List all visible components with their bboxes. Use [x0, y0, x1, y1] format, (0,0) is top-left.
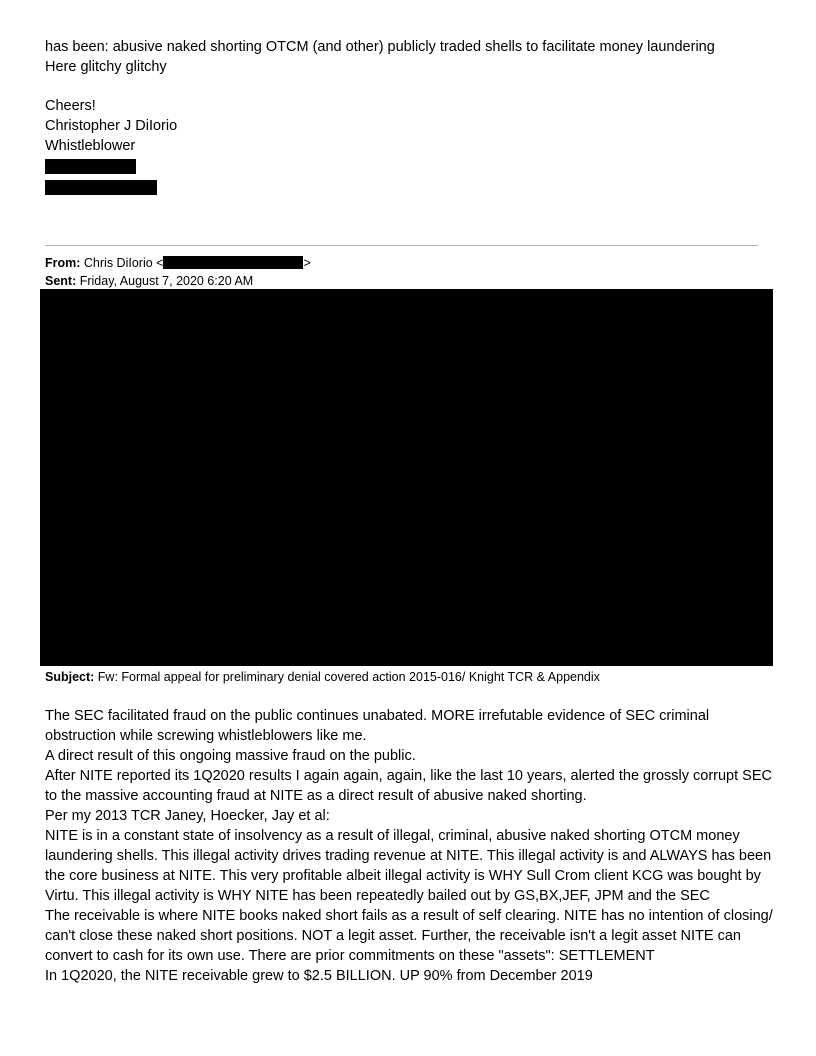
body-line: The receivable is where NITE books naked short fails as a result of self clearing. NITE has no intention of closing/ — [45, 908, 773, 924]
body-line: NITE is in a constant state of insolvency as a result of illegal, criminal, abusive naked shorting OTCM money — [45, 828, 740, 844]
header-divider — [45, 245, 758, 246]
body-line: laundering shells. This illegal activity drives trading revenue at NITE. This illegal activity is and ALWAYS has been — [45, 848, 772, 864]
body-line: The SEC facilitated fraud on the public continues unabated. MORE irrefutable evidence of SEC criminal — [45, 708, 710, 724]
sent-row — [45, 272, 253, 290]
intro-line-2: Here glitchy glitchy — [45, 59, 167, 75]
body-line: the core business at NITE. This very profitable albeit illegal activity is WHY Sull Crom client KCG was bought by — [45, 868, 761, 884]
from-close: > — [303, 256, 311, 270]
subject-row — [45, 668, 600, 686]
sent-label: Sent: — [45, 274, 77, 288]
from-value: Chris DiIorio < — [83, 256, 164, 270]
signature-name: Christopher J DiIorio — [45, 118, 178, 134]
body-line: Virtu. This illegal activity is WHY NITE has been repeatedly bailed out by GS,BX,JEF, JPM and the SEC — [45, 888, 710, 904]
body-line: obstruction while screwing whistleblowers like me. — [45, 728, 367, 744]
sent-value: Friday, August 7, 2020 6:20 AM — [79, 274, 254, 288]
redaction-bar — [45, 159, 136, 174]
body-line: to the massive accounting fraud at NITE as a direct result of abusive naked shorting. — [45, 788, 587, 804]
intro-line-1: has been: abusive naked shorting OTCM (and other) publicly traded shells to facilitate money laundering — [45, 39, 715, 55]
body-line: Per my 2013 TCR Janey, Hoecker, Jay et al: — [45, 808, 330, 824]
subject-label: Subject: — [45, 670, 95, 684]
body-line: A direct result of this ongoing massive fraud on the public. — [45, 748, 416, 764]
from-row — [45, 254, 311, 272]
subject-value: Fw: Formal appeal for preliminary denial covered action 2015-016/ Knight TCR & Appendix — [97, 670, 600, 684]
redaction-bar — [45, 180, 157, 195]
body-line: In 1Q2020, the NITE receivable grew to $2.5 BILLION. UP 90% from December 2019 — [45, 968, 593, 984]
redaction-bar — [163, 256, 303, 269]
signature-role: Whistleblower — [45, 138, 136, 154]
body-line: convert to cash for its own use. There are prior commitments on these "assets": SETTLEMENT — [45, 948, 655, 964]
from-label: From: — [45, 256, 81, 270]
body-line: After NITE reported its 1Q2020 results I again again, again, like the last 10 years, alerted the grossly corrupt SEC — [45, 768, 772, 784]
body-line: can't close these naked short positions. NOT a legit asset. Further, the receivable isn't a legit asset NITE can — [45, 928, 741, 944]
redaction-block — [40, 289, 773, 666]
signature-greeting: Cheers! — [45, 98, 96, 114]
